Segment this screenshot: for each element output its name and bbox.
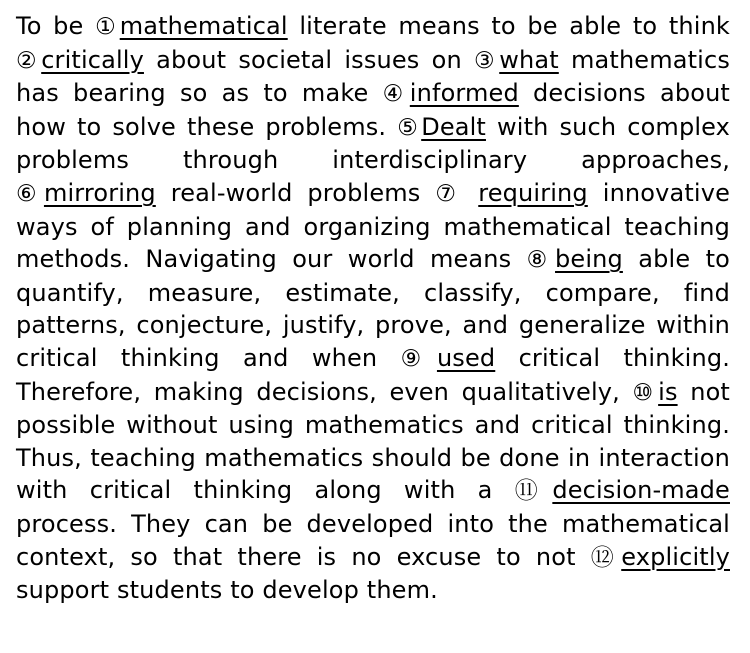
underlined-word-1: mathematical [119,12,288,40]
number-marker-6: ⑥ [16,180,44,207]
passage-segment: To be [16,12,96,40]
underlined-word-4: informed [409,79,519,108]
number-marker-3: ③ [474,47,500,74]
underlined-word-7: requiring [478,178,588,207]
passage-segment: not possible without using mathematics and critical thinking. Thus, teaching mathematics should be done in interaction with critical thinking along with a [16,377,730,505]
passage-segment: support students to develop them. [16,576,438,605]
underlined-word-2: critically [41,45,144,74]
number-marker-11: ⑪ [514,478,553,505]
underlined-word-12: explicitly [621,542,730,571]
number-marker-9: ⑨ [400,345,437,372]
passage-segment: critical thinking. Therefore, making decisions, even qualitatively, [16,343,730,406]
number-marker-5: ⑤ [397,114,422,141]
number-marker-2: ② [16,47,42,74]
passage-segment: with such complex problems through interdisciplinary approaches, [16,112,730,175]
passage-segment: literate means to be able to think [287,12,730,40]
passage-segment: process. They can be developed into the mathematical context, so that there is no excuse to not [16,509,730,571]
number-marker-7: ⑦ [435,180,464,207]
number-marker-8: ⑧ [526,247,556,274]
underlined-word-10: is [658,377,678,406]
number-marker-12: ⑫ [590,544,622,571]
underlined-word-5: Dealt [421,112,486,141]
underlined-word-6: mirroring [43,178,156,207]
underlined-word-11: decision-made [552,476,730,505]
passage-segment: decisions about how to solve these problems. [16,79,730,141]
number-marker-4: ④ [382,81,410,108]
underlined-word-8: being [555,245,623,274]
number-marker-10: ⑩ [632,379,659,406]
passage-segment: innovative ways of planning and organizing mathematical teaching methods. Navigating our world means [16,178,730,274]
passage-segment: able to quantify, measure, estimate, classify, compare, find patterns, conjecture, justify, prove, and generalize within critical thinking and when [16,245,730,372]
passage-segment: real-world problems [155,178,436,207]
underlined-word-3: what [499,45,559,74]
passage-segment: mathematics has bearing so as to make [16,45,730,108]
passage-segment: about societal issues on [143,45,475,74]
passage-text [16,10,730,607]
underlined-word-9: used [436,343,496,372]
number-marker-1: ① [95,14,120,40]
